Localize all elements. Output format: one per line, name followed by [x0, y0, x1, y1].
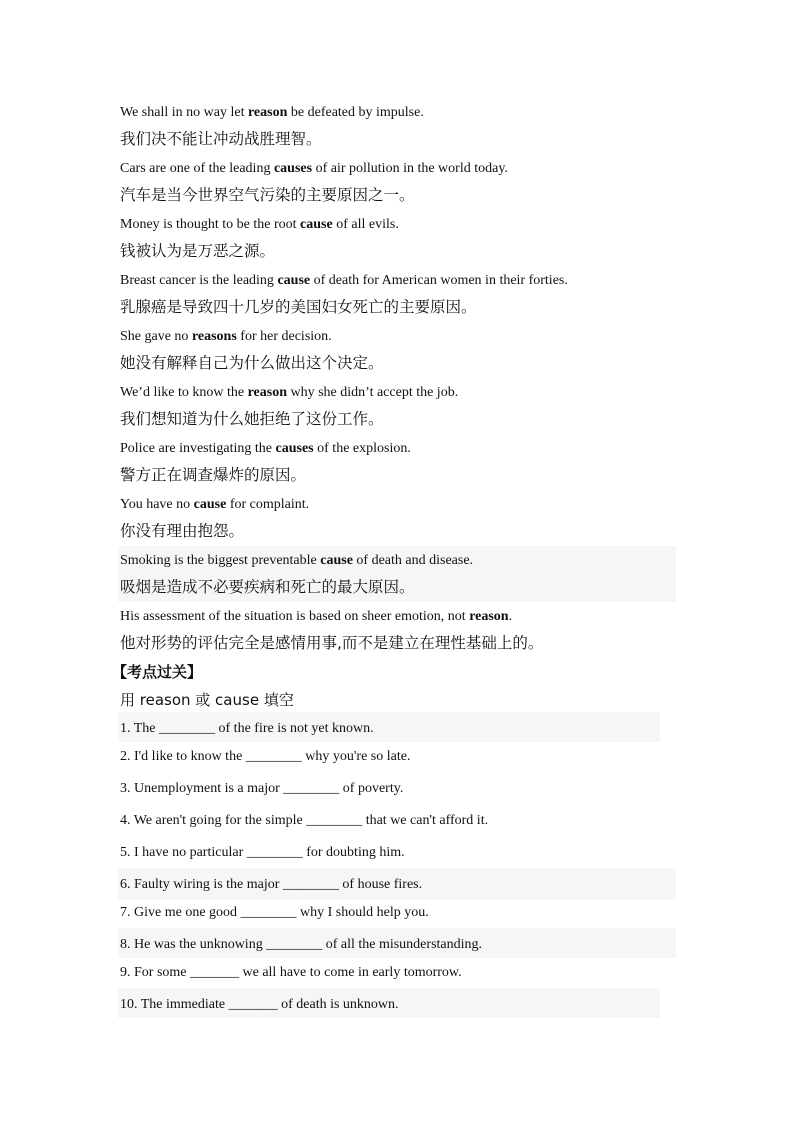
exercise-3: 3. Unemployment is a major ________ of poverty.	[120, 781, 404, 796]
example-0-english: We shall in no way let reason be defeated by impulse.	[120, 105, 424, 120]
example-9-english: His assessment of the situation is based on sheer emotion, not reason.	[120, 609, 513, 624]
exercise-5: 5. I have no particular ________ for doubting him.	[120, 845, 405, 860]
example-2-chinese: 钱被认为是万恶之源。	[120, 242, 276, 260]
example-8-english: Smoking is the biggest preventable cause of death and disease.	[120, 553, 474, 568]
exercise-8: 8. He was the unknowing ________ of all the misunderstanding.	[120, 937, 483, 952]
example-0-chinese: 我们决不能让冲动战胜理智。	[120, 130, 322, 148]
exercise-4: 4. We aren't going for the simple ________ that we can't afford it.	[120, 813, 489, 828]
example-6-chinese: 警方正在调查爆炸的原因。	[120, 466, 307, 484]
example-5-english: We’d like to know the reason why she didn’t accept the job.	[120, 385, 459, 400]
example-5-chinese: 我们想知道为什么她拒绝了这份工作。	[120, 410, 384, 428]
example-7-chinese: 你没有理由抱怨。	[120, 522, 245, 540]
example-2-english: Money is thought to be the root cause of all evils.	[120, 217, 399, 232]
example-9-chinese: 他对形势的评估完全是感情用事,而不是建立在理性基础上的。	[120, 634, 544, 652]
section-heading: 【考点过关】	[112, 663, 203, 681]
example-1-chinese: 汽车是当今世界空气污染的主要原因之一。	[120, 186, 415, 204]
exercise-instruction: 用 reason 或 cause 填空	[120, 691, 294, 709]
example-3-chinese: 乳腺癌是导致四十几岁的美国妇女死亡的主要原因。	[120, 298, 477, 316]
example-7-english: You have no cause for complaint.	[120, 497, 310, 512]
exercise-10: 10. The immediate _______ of death is unknown.	[120, 997, 399, 1012]
exercise-9: 9. For some _______ we all have to come in early tomorrow.	[120, 965, 462, 980]
exercise-1: 1. The ________ of the fire is not yet known.	[120, 721, 374, 736]
example-4-chinese: 她没有解释自己为什么做出这个决定。	[120, 354, 384, 372]
exercise-7: 7. Give me one good ________ why I should help you.	[120, 905, 429, 920]
example-6-english: Police are investigating the causes of the explosion.	[120, 441, 411, 456]
example-4-english: She gave no reasons for her decision.	[120, 329, 332, 344]
exercise-2: 2. I'd like to know the ________ why you're so late.	[120, 749, 411, 764]
example-1-english: Cars are one of the leading causes of air pollution in the world today.	[120, 161, 508, 176]
exercise-6: 6. Faulty wiring is the major ________ of house fires.	[120, 877, 423, 892]
example-8-chinese: 吸烟是造成不必要疾病和死亡的最大原因。	[120, 578, 415, 596]
example-3-english: Breast cancer is the leading cause of death for American women in their forties.	[120, 273, 568, 288]
